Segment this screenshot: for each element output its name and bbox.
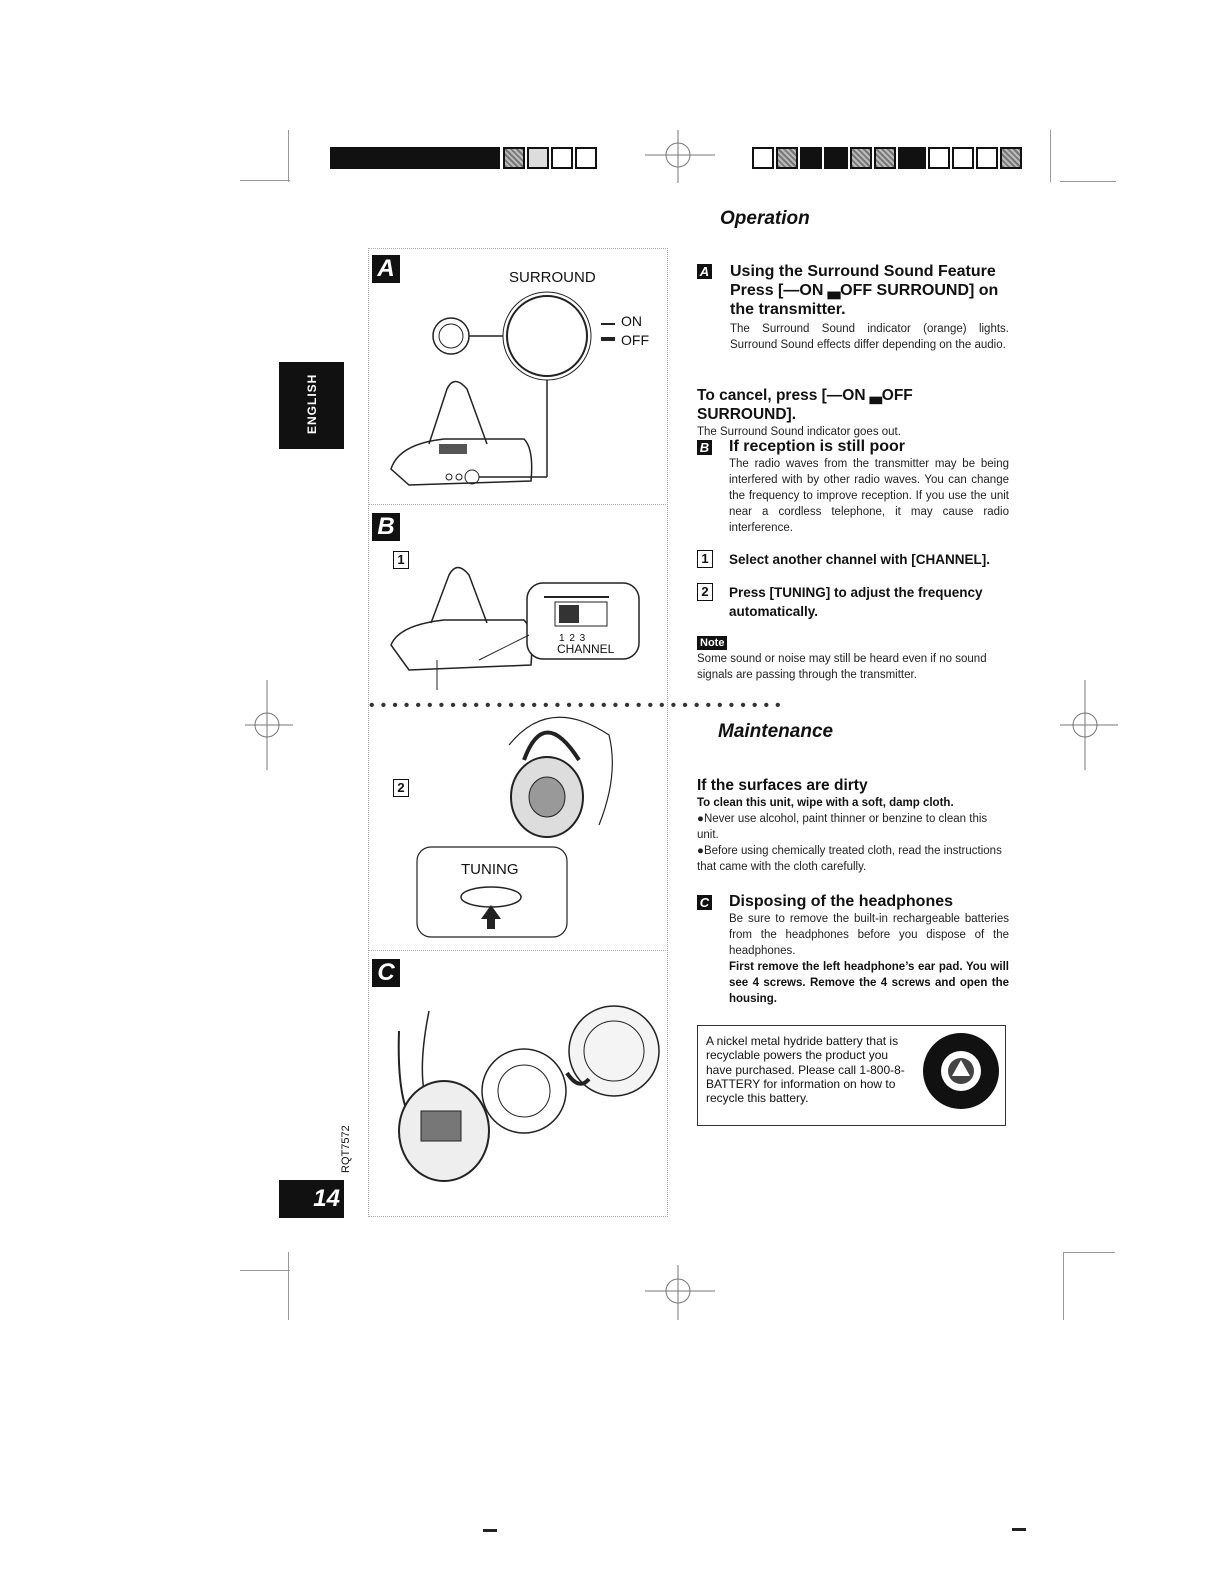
color-bar-swatch	[898, 147, 926, 169]
dispose-title: Disposing of the headphones	[729, 893, 954, 910]
cancel-body: The Surround Sound indicator goes out.	[697, 426, 901, 438]
page-number: 14	[279, 1180, 344, 1218]
crop-mark	[1063, 1252, 1064, 1320]
crop-mark	[240, 180, 290, 181]
color-bar-swatch	[874, 147, 896, 169]
language-tab	[279, 362, 344, 449]
step-number: 1	[697, 550, 713, 568]
color-bar-swatch	[575, 147, 597, 169]
step-text: Press [TUNING] to adjust the frequency automatically.	[729, 585, 983, 619]
bullet-item: ●Never use alcohol, paint thinner or benzine to clean this unit.	[697, 813, 988, 841]
color-bar-swatch	[752, 147, 774, 169]
crop-mark	[1060, 181, 1116, 182]
color-bar-swatch	[776, 147, 798, 169]
step-number: 2	[697, 583, 713, 601]
cancel-title: To cancel, press [―ON ▃OFF SURROUND].	[697, 387, 913, 423]
section-title: Operation	[720, 208, 810, 229]
dirty-title: If the surfaces are dirty	[697, 777, 868, 794]
crop-mark	[1063, 1252, 1115, 1253]
section-b-body: The radio waves from the transmitter may be being interfered with by other radio waves. You can change the frequency to improve reception. If you use the unit near a cordless telephone, it may cause radio interference.	[729, 458, 1009, 534]
doc-code: RQT7572	[340, 1125, 352, 1173]
section-c-badge: C	[697, 895, 712, 910]
cancel-section	[697, 386, 1009, 440]
section-a-title: Using the Surround Sound Feature	[730, 263, 996, 280]
section-a-body: The Surround Sound indicator (orange) lights. Surround Sound effects differ depending on the audio.	[730, 323, 1009, 351]
step-number: 1	[393, 551, 409, 569]
step-number: 2	[393, 779, 409, 797]
figure-c	[368, 950, 668, 1217]
registration-mark	[245, 680, 295, 770]
step-1	[697, 550, 1009, 569]
dispose-section	[697, 892, 1009, 1007]
speck	[483, 1529, 497, 1532]
figure-badge: B	[372, 513, 400, 541]
headphone-disassembly-illustration	[369, 951, 667, 1216]
recycle-text: A nickel metal hydride battery that is recyclable powers the product you have purchased. Please call 1-800-8-BATTERY for information on how to recycle this battery.	[706, 1034, 905, 1106]
step-2	[697, 583, 1009, 621]
color-bar-swatch	[824, 147, 848, 169]
recycle-box	[697, 1025, 1006, 1126]
color-bar-swatch	[527, 147, 549, 169]
channel-label: CHANNEL	[557, 642, 615, 656]
maintenance-title: Maintenance	[718, 721, 834, 742]
crop-mark	[288, 1252, 289, 1320]
crop-mark	[1050, 130, 1051, 182]
figure-badge: C	[372, 959, 400, 987]
crop-mark	[288, 130, 289, 182]
dirty-lead: To clean this unit, wipe with a soft, damp cloth.	[697, 797, 954, 809]
color-bar	[330, 147, 500, 169]
tuning-label: TUNING	[461, 861, 519, 878]
color-bar-swatch	[800, 147, 822, 169]
section-b-badge: B	[697, 440, 712, 455]
color-bar-swatch	[850, 147, 872, 169]
registration-mark	[645, 1265, 715, 1320]
svg-text:••••••••••••••••••••••••••••••: ••••••••••••••••••••••••••••••••••••	[369, 697, 787, 714]
step-text: Select another channel with [CHANNEL].	[729, 552, 991, 567]
color-bar-swatch	[976, 147, 998, 169]
color-bar-swatch	[503, 147, 525, 169]
note	[697, 633, 1009, 683]
section-a-badge: A	[697, 264, 712, 279]
dirty-section	[697, 776, 1009, 875]
registration-mark	[1060, 680, 1120, 770]
on-label: ON	[621, 313, 642, 329]
language-tab-label: ENGLISH	[305, 373, 319, 434]
section-a-instruction: Press [―ON ▃OFF SURROUND] on the transmitter.	[730, 282, 999, 318]
section-b-title: If reception is still poor	[729, 438, 906, 455]
dispose-instructions: First remove the left headphone’s ear pad. You will see 4 screws. Remove the 4 screws and open the housing.	[729, 961, 1009, 1005]
rbrc-recycle-seal	[922, 1032, 1000, 1110]
off-label: OFF	[621, 332, 649, 348]
figure-a	[368, 248, 668, 505]
color-bar-swatch	[551, 147, 573, 169]
note-badge: Note	[697, 636, 727, 650]
color-bar-swatch	[952, 147, 974, 169]
section-b	[697, 437, 1009, 536]
bullet-item: ●Before using chemically treated cloth, read the instructions that came with the cloth carefully.	[697, 845, 1002, 873]
section-a	[697, 262, 1009, 353]
surround-label: SURROUND	[509, 269, 596, 286]
dispose-body: Be sure to remove the built-in rechargeable batteries from the headphones before you dispose of the headphones.	[729, 913, 1009, 957]
color-bar-swatch	[1000, 147, 1022, 169]
figure-badge: A	[372, 255, 400, 283]
transmitter-illustration	[369, 249, 667, 505]
crop-mark	[240, 1270, 290, 1271]
registration-mark	[645, 125, 715, 185]
channel-numbers: 1 2 3	[559, 633, 587, 644]
color-bar-swatch	[928, 147, 950, 169]
speck	[1012, 1528, 1026, 1531]
note-text: Some sound or noise may still be heard even if no sound signals are passing through the transmitter.	[697, 653, 987, 681]
